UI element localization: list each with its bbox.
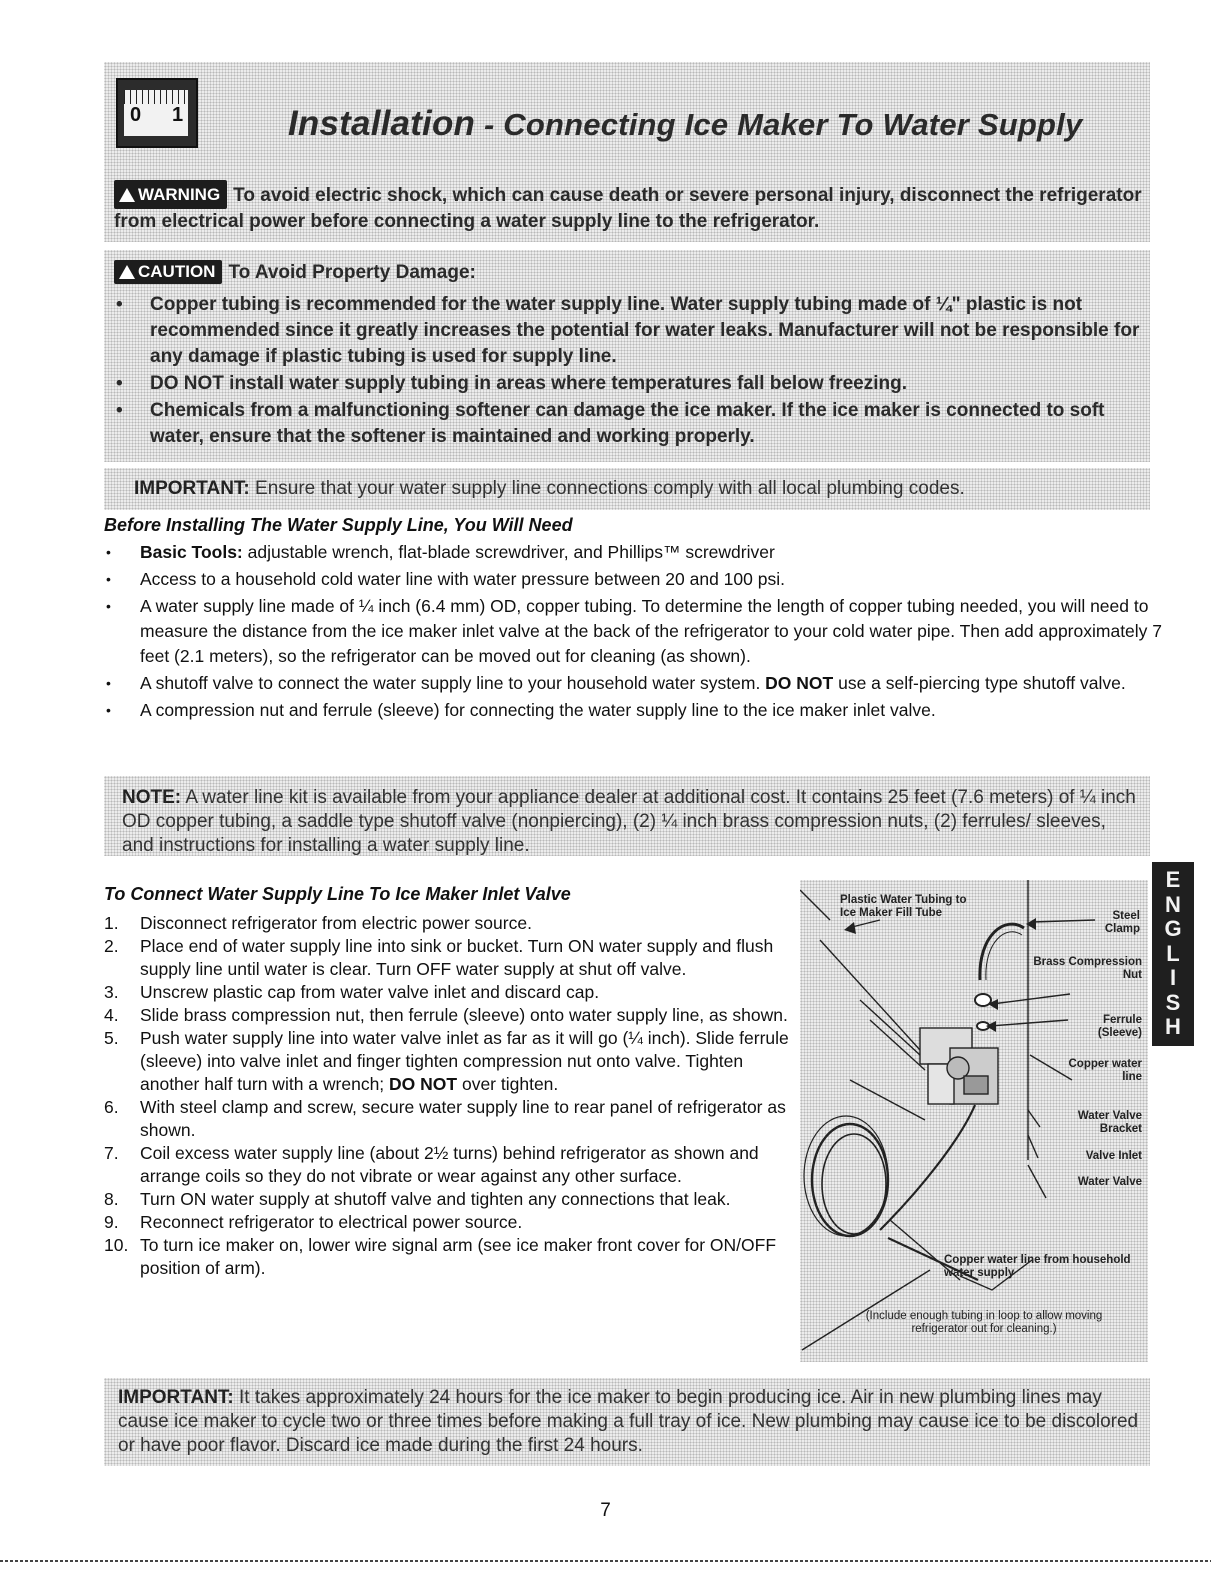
step-item: 3. Unscrew plastic cap from water valve inlet and discard cap.: [104, 982, 600, 1002]
caution-item: • Chemicals from a malfunctioning softener can damage the ice maker. If the ice maker is connected to soft water, ensure that the softener is maintained and working properly.: [104, 398, 1150, 450]
header-banner: [104, 62, 1150, 168]
caution-box: [104, 250, 1150, 462]
label-copper-household: Copper water line from household water supply: [944, 1254, 1131, 1279]
language-tab: [1152, 862, 1194, 1046]
label-plastic-tubing: Plastic Water Tubing to Ice Maker Fill Tube: [840, 894, 967, 919]
page-number: 7: [600, 1500, 611, 1521]
caution-item: • Copper tubing is recommended for the water supply line. Water supply tubing made of ¼" plastic is not recommended since it greatly increases the potential for water leaks. Manufacturer will not be responsible for any damage if plastic tubing is used for supply line.: [104, 292, 1150, 370]
warning-box: [104, 168, 1150, 242]
page-title: Installation - Connecting Ice Maker To Water Supply: [288, 104, 1083, 143]
section-heading: To Connect Water Supply Line To Ice Maker Inlet Valve: [104, 884, 571, 904]
list-item: • A shutoff valve to connect the water supply line to your household water system. DO NOT use a self-piercing type shutoff valve.: [104, 671, 1164, 696]
step-item: 4. Slide brass compression nut, then ferrule (sleeve) onto water supply line, as shown.: [104, 1005, 788, 1025]
label-steel-clamp: Steel Clamp: [1104, 910, 1140, 935]
important-box-bottom: [104, 1378, 1150, 1466]
step-item: 8. Turn ON water supply at shutoff valve and tighten any connections that leak.: [104, 1189, 731, 1209]
list-item: • A compression nut and ferrule (sleeve) for connecting the water supply line to the ice maker inlet valve.: [104, 698, 1164, 723]
label-copper-line: Copper water line: [1068, 1058, 1142, 1083]
list-item: • A water supply line made of ¼ inch (6.4 mm) OD, copper tubing. To determine the length of copper tubing needed, you will need to measure the distance from the ice maker inlet valve at the back of the refrigerator to your cold water pipe. Then add approximately 7 feet (2.1 meters), so the refrigerator can be moved out for cleaning (as shown).: [104, 594, 1164, 669]
step-item: 1. Disconnect refrigerator from electric power source.: [104, 913, 532, 933]
steps-list: [104, 912, 794, 1280]
step-item: 7. Coil excess water supply line (about 2½ turns) behind refrigerator as shown and arrange coils so they do not vibrate or wear against any other surface.: [104, 1143, 759, 1186]
ruler-icon: 0 1: [116, 78, 198, 148]
warning-badge: WARNING: [114, 180, 227, 209]
important-text: IMPORTANT: Ensure that your water supply line connections comply with all local plumbing codes.: [134, 478, 965, 499]
list-item: • Basic Tools: adjustable wrench, flat-blade screwdriver, and Phillips™ screwdriver: [104, 540, 1164, 565]
label-water-valve: Water Valve: [1077, 1176, 1142, 1188]
step-item: 10. To turn ice maker on, lower wire signal arm (see ice maker front cover for ON/OFF position of arm).: [104, 1235, 777, 1278]
note-box: [104, 776, 1150, 856]
caution-badge: CAUTION: [114, 260, 222, 284]
alert-triangle-icon: [119, 265, 135, 279]
installation-diagram: [800, 880, 1148, 1362]
requirements-list: [104, 540, 1164, 725]
label-brass-nut: Brass Compression Nut: [1033, 956, 1142, 981]
label-ferrule: Ferrule (Sleeve): [1097, 1014, 1142, 1039]
label-valve-bracket: Water Valve Bracket: [1077, 1110, 1142, 1135]
caution-item: • DO NOT install water supply tubing in areas where temperatures fall below freezing.: [104, 371, 1150, 397]
step-item: 9. Reconnect refrigerator to electrical power source.: [104, 1212, 523, 1232]
important-box: [104, 468, 1150, 510]
important-text: IMPORTANT: It takes approximately 24 hours for the ice maker to begin producing ice. Air in new plumbing lines may cause ice maker to cycle two or three times before making a full tray of ice. New plumbing may cause ice to be discolored or have poor flavor. Discard ice made during the first 24 hours.: [118, 1387, 1139, 1456]
label-valve-inlet: Valve Inlet: [1085, 1150, 1142, 1162]
language-tab-label: E N G L I S H: [1164, 867, 1182, 1039]
warning-text: WARNING To avoid electric shock, which can cause death or severe personal injury, disconnect the refrigerator from electrical power before connecting a water supply line to the refrigerator.: [114, 180, 1144, 234]
caution-list: [104, 292, 1150, 451]
note-text: NOTE: A water line kit is available from your appliance dealer at additional cost. It contains 25 feet (7.6 meters) of ¼ inch OD copper tubing, a saddle type shutoff valve (nonpiercing), (2) ¼ inch brass compression nuts, (2) ferrules/ sleeves, and instructions for installing a water supply line.: [122, 787, 1136, 856]
label-include-note: (Include enough tubing in loop to allow moving refrigerator out for cleaning.): [865, 1310, 1103, 1335]
step-item: 5. Push water supply line into water valve inlet as far as it will go (¼ inch). Slide ferrule (sleeve) into valve inlet and finger tighten compression nut onto valve. Tighten another half turn with a wrench; DO NOT over tighten.: [104, 1028, 789, 1094]
step-item: 6. With steel clamp and screw, secure water supply line to rear panel of refrigerator as shown.: [104, 1097, 786, 1140]
step-item: 2. Place end of water supply line into sink or bucket. Turn ON water supply and flush supply line until water is clear. Turn OFF water supply at shut off valve.: [104, 936, 774, 979]
section-heading: Before Installing The Water Supply Line, You Will Need: [104, 515, 573, 535]
list-item: • Access to a household cold water line with water pressure between 20 and 100 psi.: [104, 567, 1164, 592]
caution-heading: CAUTION To Avoid Property Damage:: [114, 260, 476, 284]
bottom-rule: [0, 1560, 1211, 1562]
alert-triangle-icon: [119, 188, 135, 202]
